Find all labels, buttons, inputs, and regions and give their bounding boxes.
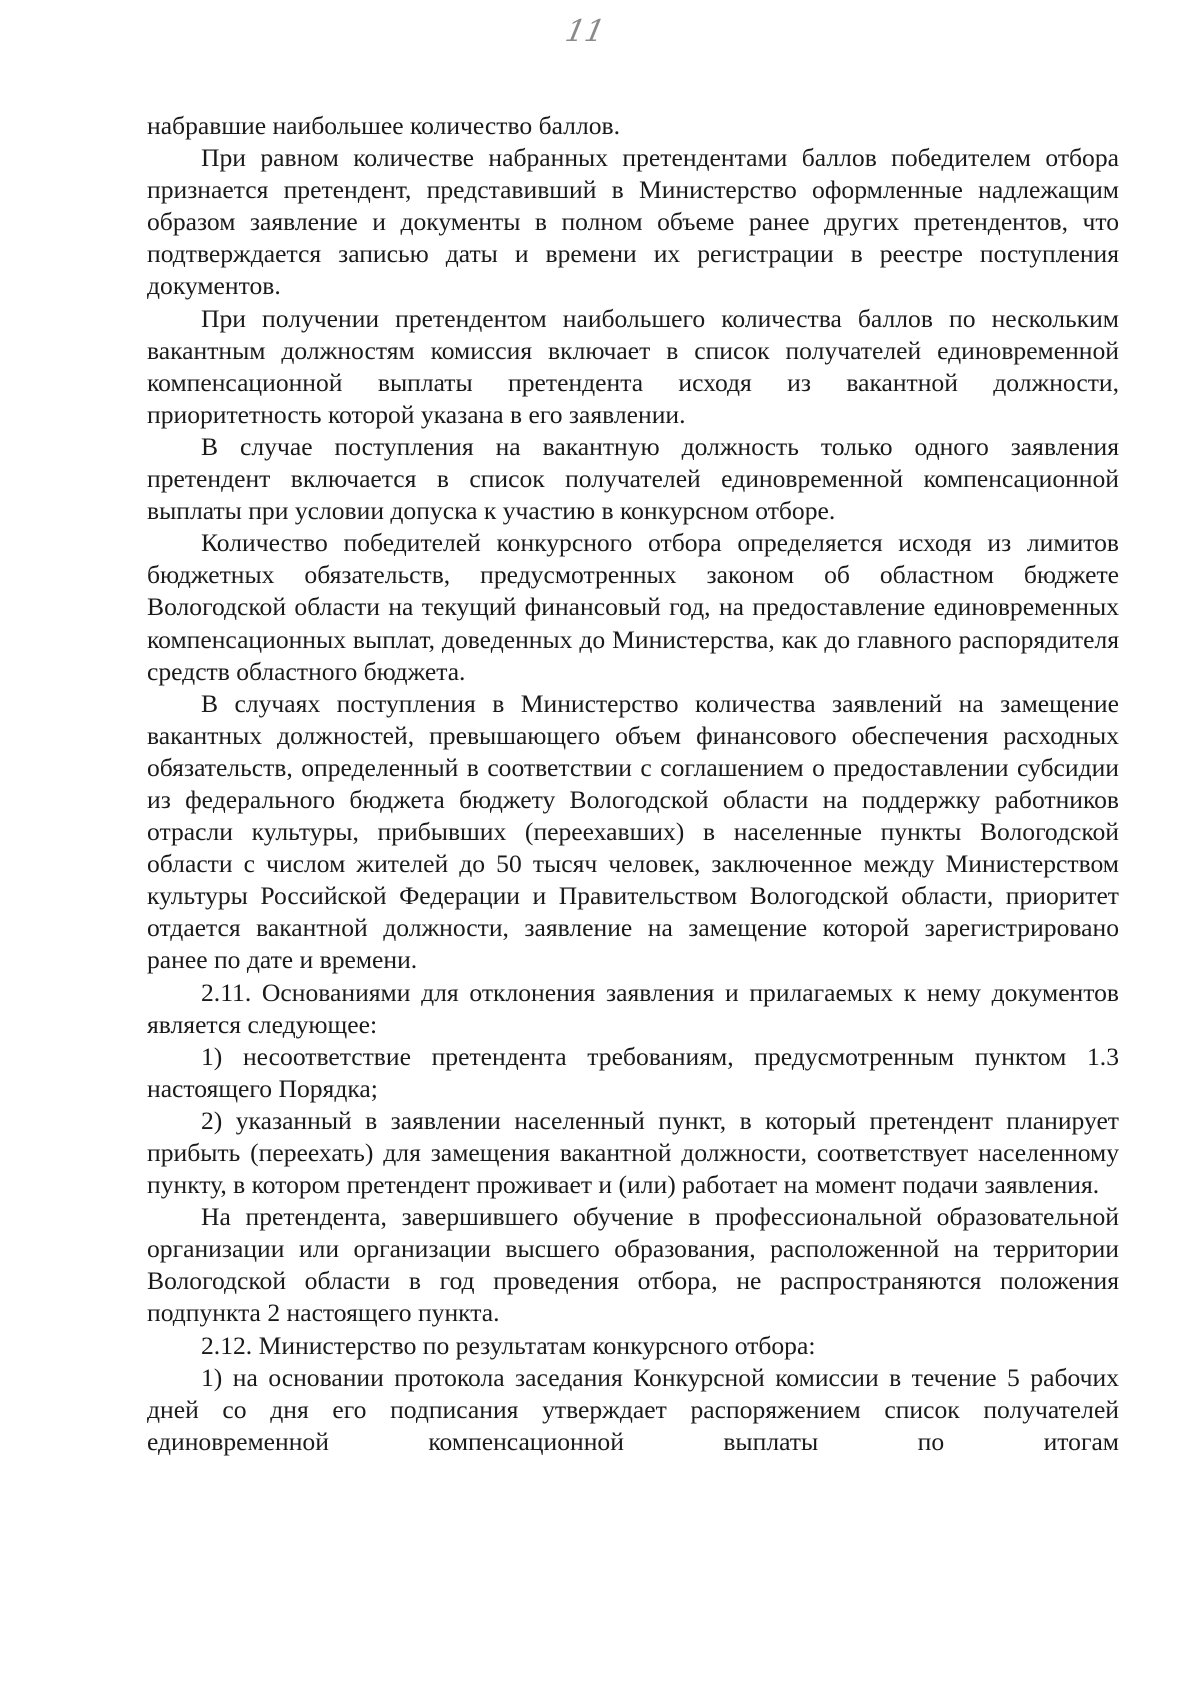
paragraph-2-11-item-1: 1) несоответствие претендента требованиям, предусмотренным пунктом 1.3 настоящего Порядка; — [147, 1041, 1119, 1103]
paragraph-2-11-item-2: 2) указанный в заявлении населенный пункт, в который претендент планирует прибыть (переехать) для замещения вакантной должности, соответствует населенному пункту, в котором претендент проживает и (или) работает на момент подачи заявления. — [147, 1105, 1119, 1200]
paragraph-2: При равном количестве набранных претендентами баллов победителем отбора признается претендент, представивший в Министерство оформленные надлежащим образом заявление и документы в полном объеме ранее других претендентов, что подтверждается записью даты и времени их регистрации в реестре поступления документов. — [147, 143, 1119, 301]
paragraph-1: набравшие наибольшее количество баллов. — [147, 111, 620, 140]
paragraph-4: В случае поступления на вакантную должность только одного заявления претендент включается в список получателей единовременной компенсационной выплаты при условии допуска к участию в конкурсном отборе. — [147, 431, 1119, 526]
paragraph-2-11-note: На претендента, завершившего обучение в профессиональной образовательной организации или организации высшего образования, расположенной на территории Вологодской области в год проведения отбора, не распространяются положения подпункта 2 настоящего пункта. — [147, 1202, 1119, 1328]
page-number: 11 — [562, 14, 608, 49]
paragraph-6: В случаях поступления в Министерство количества заявлений на замещение вакантных должностей, превышающего объем финансового обеспечения расходных обязательств, определенный в соответствии с соглашением о предоставлении субсидии из федерального бюджета бюджету Вологодской области на поддержку работников отрасли культуры, прибывших (переехавших) в населенные пункты Вологодской области с числом жителей до 50 тысяч человек, заключенное между Министерством культуры Российской Федерации и Правительством Вологодской области, приоритет отдается вакантной должности, заявление на замещение которой зарегистрировано ранее по дате и времени. — [147, 688, 1119, 975]
paragraph-3: При получении претендентом наибольшего количества баллов по нескольким вакантным должностям комиссия включает в список получателей единовременной компенсационной выплаты претендента исходя из вакантной должности, приоритетность которой указана в его заявлении. — [147, 303, 1119, 429]
paragraph-2-12-item-1: 1) на основании протокола заседания Конкурсной комиссии в течение 5 рабочих дней со дня его подписания утверждает распоряжением список получателей единовременной компенсационной выплаты по итогам — [147, 1362, 1119, 1456]
paragraph-5: Количество победителей конкурсного отбора определяется исходя из лимитов бюджетных обязательств, предусмотренных законом об областном бюджете Вологодской области на текущий финансовый год, на предоставление единовременных компенсационных выплат, доведенных до Министерства, как до главного распорядителя средств областного бюджета. — [147, 528, 1119, 686]
document-body — [147, 110, 1119, 1458]
paragraph-2-12: 2.12. Министерство по результатам конкурсного отбора: — [201, 1330, 816, 1360]
paragraph-2-11: 2.11. Основаниями для отклонения заявления и прилагаемых к нему документов является следующее: — [147, 977, 1119, 1039]
